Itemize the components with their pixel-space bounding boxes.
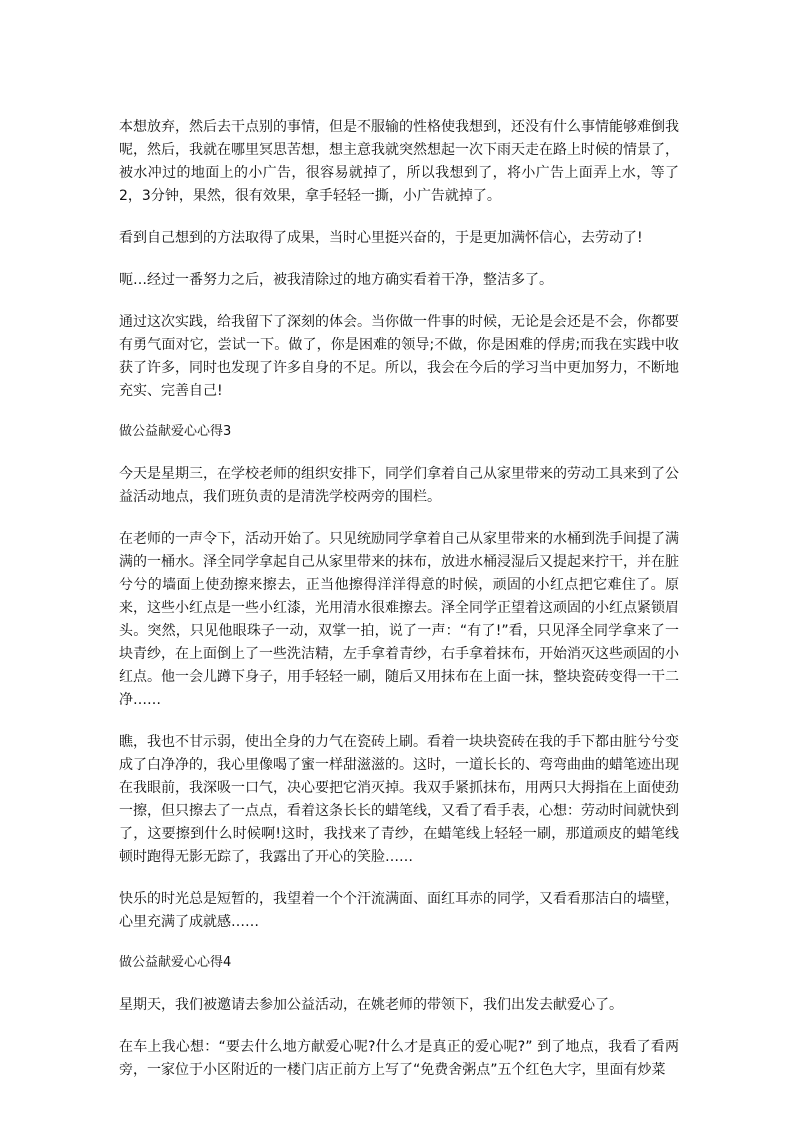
section-heading: 做公益献爱心心得3 (119, 424, 232, 439)
paragraph: 呃…经过一番努力之后，被我清除过的地方确实看着干净，整洁多了。 (119, 272, 553, 288)
paragraph: 看到自己想到的方法取得了成果，当时心里挺兴奋的，于是更加满怀信心，去劳动了! (119, 230, 643, 246)
paragraph: 瞧，我也不甘示弱，使出全身的力气在瓷砖上刷。看着一块块瓷砖在我的手下都由脏兮兮变成了白净净的，我心里像喝了蜜一样甜滋滋的。这时，一道长长的、弯弯曲曲的蜡笔迹出现在我眼前，我深吸一口气，决心要把它消灭掉。我双手紧抓抹布，用两只大拇指在上面使劲一擦，但只擦去了一点点，看着这条长长的蜡笔线，又看了看手表，心想：劳动时间就快到了，这要擦到什么时候啊!这时，我找来了青纱，在蜡笔线上轻轻一刷，那道顽皮的蜡笔线顿时跑得无影无踪了，我露出了开心的笑脸…… (119, 734, 679, 865)
paragraph: 星期天，我们被邀请去参加公益活动，在姚老师的带领下，我们出发去献爱心了。 (119, 997, 623, 1013)
paragraph: 在车上我心想：“要去什么地方献爱心呢?什么才是真正的爱心呢?” 到了地点，我看了看两旁，一家位于小区附近的一楼门店正前方上写了“免费舍粥点”五个红色大字，里面有炒菜 (119, 1039, 679, 1078)
paragraph: 快乐的时光总是短暂的，我望着一个个汗流满面、面红耳赤的同学，又看看那洁白的墙壁，心里充满了成就感…… (119, 891, 679, 930)
paragraph: 今天是星期三，在学校老师的组织安排下，同学们拿着自己从家里带来的劳动工具来到了公益活动地点，我们班负责的是清洗学校两旁的围栏。 (119, 466, 679, 505)
paragraph: 本想放弃，然后去干点别的事情，但是不服输的性格使我想到，还没有什么事情能够难倒我呢，然后，我就在哪里冥思苦想，想主意我就突然想起一次下雨天走在路上时候的情景了，被水冲过的地面上的小广告，很容易就掉了，所以我想到了，将小广告上面弄上水，等了2，3分钟，果然，很有效果，拿手轻轻一撕，小广告就掉了。 (119, 119, 679, 204)
section-heading: 做公益献爱心心得4 (119, 955, 232, 970)
document-page (119, 116, 679, 1082)
paragraph: 通过这次实践，给我留下了深刻的体会。当你做一件事的时候，无论是会还是不会，你都要有勇气面对它，尝试一下。做了，你是困难的领导;不做，你是困难的俘虏;而我在实践中收获了许多，同时也发现了许多自身的不足。所以，我会在今后的学习当中更加努力，不断地充实、完善自己! (119, 314, 679, 399)
paragraph: 在老师的一声令下，活动开始了。只见统励同学拿着自己从家里带来的水桶到洗手间提了满满的一桶水。泽全同学拿起自己从家里带来的抹布，放进水桶浸湿后又提起来拧干，并在脏兮兮的墙面上使劲擦来擦去，正当他擦得洋洋得意的时候，顽固的小红点把它难住了。原来，这些小红点是一些小红漆，光用清水很难擦去。泽全同学正望着这顽固的小红点紧锁眉头。突然，只见他眼珠子一动，双掌一拍，说了一声：“有了!”看，只见泽全同学拿来了一块青纱，在上面倒上了一些洗洁精，左手拿着青纱，右手拿着抹布，开始消灭这些顽固的小红点。他一会儿蹲下身子，用手轻轻一刷，随后又用抹布在上面一抹，整块瓷砖变得一干二净…… (119, 531, 679, 708)
